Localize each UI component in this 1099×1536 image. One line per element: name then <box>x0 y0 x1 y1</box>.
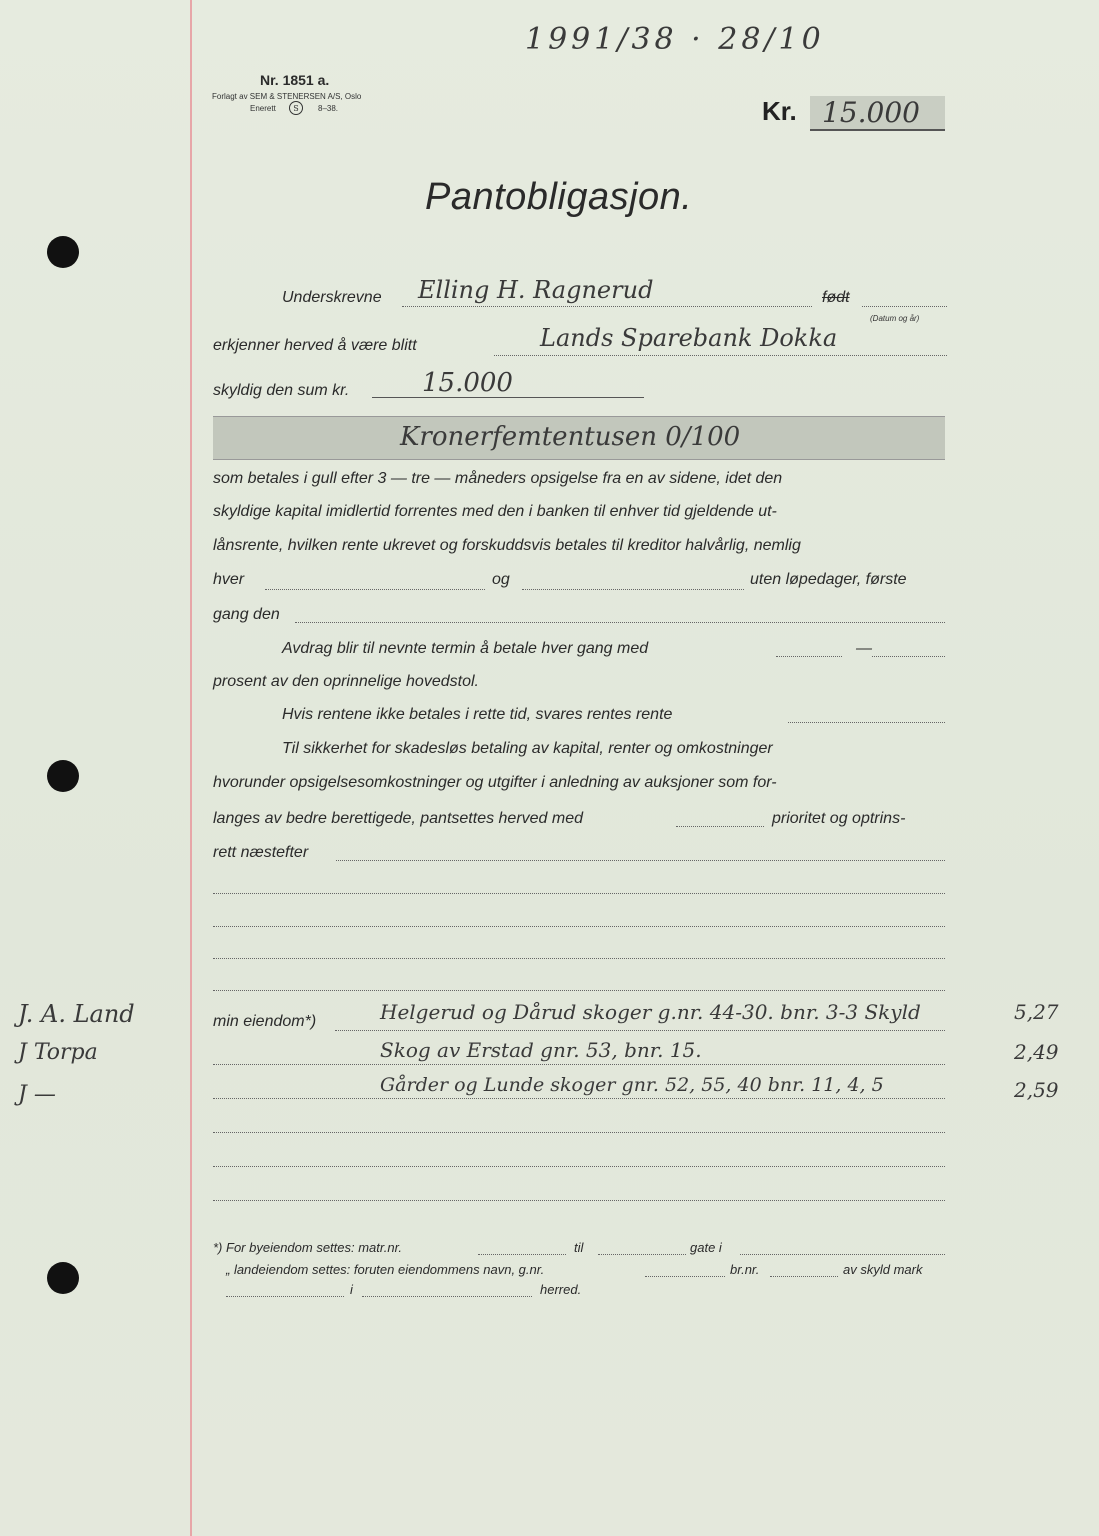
fill-line <box>770 1276 838 1277</box>
footnote-i: i <box>350 1282 353 1297</box>
owe-label: skyldig den sum kr. <box>213 382 350 399</box>
sikkerhet-line: hvorunder opsigelsesomkostninger og utgifter i anledning av auksjoner som for- <box>213 774 777 791</box>
margin-note: J Torpa <box>18 1040 98 1065</box>
creditor-name: Lands Sparebank Dokka <box>540 324 838 352</box>
kr-amount: 15.000 <box>822 96 920 129</box>
langes-tail: prioritet og optrins- <box>772 810 906 827</box>
footnote-skyld: av skyld mark <box>843 1262 923 1277</box>
fill-line <box>494 355 947 356</box>
footnote-herred: herred. <box>540 1282 582 1297</box>
margin-note: J. A. Land <box>18 1000 135 1028</box>
sum-amount: 15.000 <box>422 368 513 398</box>
og-label: og <box>492 571 510 588</box>
fill-line <box>676 826 764 827</box>
fill-line <box>872 656 945 657</box>
undersigned-label: Underskrevne <box>282 289 382 306</box>
gang-label: gang den <box>213 606 280 623</box>
footnote-gate: gate i <box>690 1240 722 1255</box>
fill-line <box>265 589 485 590</box>
fill-line <box>213 990 945 991</box>
hver-label: hver <box>213 571 245 588</box>
punch-hole <box>47 760 79 792</box>
property-line: Skog av Erstad gnr. 53, bnr. 15. <box>380 1038 702 1062</box>
sikkerhet-line: Til sikkerhet for skadesløs betaling av kapital, renter og omkostninger <box>282 740 773 757</box>
fill-line <box>402 306 812 307</box>
fill-line <box>295 622 945 623</box>
fill-line <box>336 860 945 861</box>
acknowledge-label: erkjenner herved å være blitt <box>213 337 417 354</box>
footnote-brnr: br.nr. <box>730 1262 760 1277</box>
undersigned-name: Elling H. Ragnerud <box>418 276 654 304</box>
body-line: skyldige kapital imidlertid forrentes med den i banken til enhver tid gjeldende ut- <box>213 503 777 520</box>
fill-line <box>213 893 945 894</box>
fill-line <box>478 1254 566 1255</box>
property-value: 2,59 <box>1014 1078 1059 1102</box>
property-line: Helgerud og Dårud skoger g.nr. 44-30. bnr. 3-3 Skyld <box>380 1000 921 1024</box>
fill-line <box>335 1030 945 1031</box>
fill-line <box>213 1166 945 1167</box>
fill-line <box>776 656 842 657</box>
property-value: 2,49 <box>1014 1040 1059 1064</box>
footnote-line: „ landeiendom settes: foruten eiendommens navn, g.nr. <box>226 1262 545 1277</box>
property-value: 5,27 <box>1014 1000 1059 1024</box>
form-number: Nr. 1851 a. <box>260 72 330 88</box>
footnote-til: til <box>574 1240 584 1255</box>
fill-line <box>213 1064 945 1065</box>
handwritten-reference: 1991/38 · 28/10 <box>525 22 825 57</box>
fill-line <box>862 306 947 307</box>
rente-line: Hvis rentene ikke betales i rette tid, svares rentes rente <box>282 706 673 723</box>
property-line: Gårder og Lunde skoger gnr. 52, 55, 40 bnr. 11, 4, 5 <box>380 1074 884 1096</box>
red-margin-line <box>190 0 192 1536</box>
eiendom-label: min eiendom*) <box>213 1013 317 1030</box>
born-label: født <box>822 289 850 306</box>
avdrag-line: Avdrag blir til nevnte termin å betale hver gang med <box>282 640 649 657</box>
publisher-logo-icon <box>288 100 304 116</box>
fill-line <box>213 1098 945 1099</box>
fill-line <box>213 958 945 959</box>
punch-hole <box>47 1262 79 1294</box>
fill-line <box>645 1276 725 1277</box>
hver-tail: uten løpedager, første <box>750 571 907 588</box>
naestefter-line: rett næstefter <box>213 844 309 861</box>
sum-in-words: Kronerfemtentusen 0/100 <box>400 422 741 452</box>
fill-line <box>740 1254 945 1255</box>
fill-line <box>213 1200 945 1201</box>
prosent-line: prosent av den oprinnelige hovedstol. <box>213 673 479 690</box>
publisher-line: Forlagt av SEM & STENERSEN A/S, Oslo <box>212 92 362 101</box>
punch-hole <box>47 236 79 268</box>
kr-label: Kr. <box>762 96 797 126</box>
fill-line <box>598 1254 686 1255</box>
fill-line <box>362 1296 532 1297</box>
svg-text:S: S <box>293 104 299 113</box>
fill-line <box>213 1132 945 1133</box>
fill-line <box>522 589 744 590</box>
date-hint: (Datum og år) <box>870 314 920 323</box>
margin-note: J — <box>18 1082 56 1107</box>
footnote-line: *) For byeiendom settes: matr.nr. <box>213 1240 403 1255</box>
fill-line <box>226 1296 344 1297</box>
page-title: Pantobligasjon. <box>425 176 693 218</box>
publisher-date: 8–38. <box>318 104 339 113</box>
fill-line <box>213 926 945 927</box>
fill-line <box>788 722 945 723</box>
body-line: lånsrente, hvilken rente ukrevet og forskuddsvis betales til kreditor halvårlig, nemlig <box>213 537 801 554</box>
langes-line: langes av bedre berettigede, pantsettes herved med <box>213 810 584 827</box>
avdrag-dash: — <box>856 640 872 657</box>
publisher-enerett: Enerett <box>250 104 276 113</box>
body-line: som betales i gull efter 3 — tre — måneders opsigelse fra en av sidene, idet den <box>213 470 783 487</box>
